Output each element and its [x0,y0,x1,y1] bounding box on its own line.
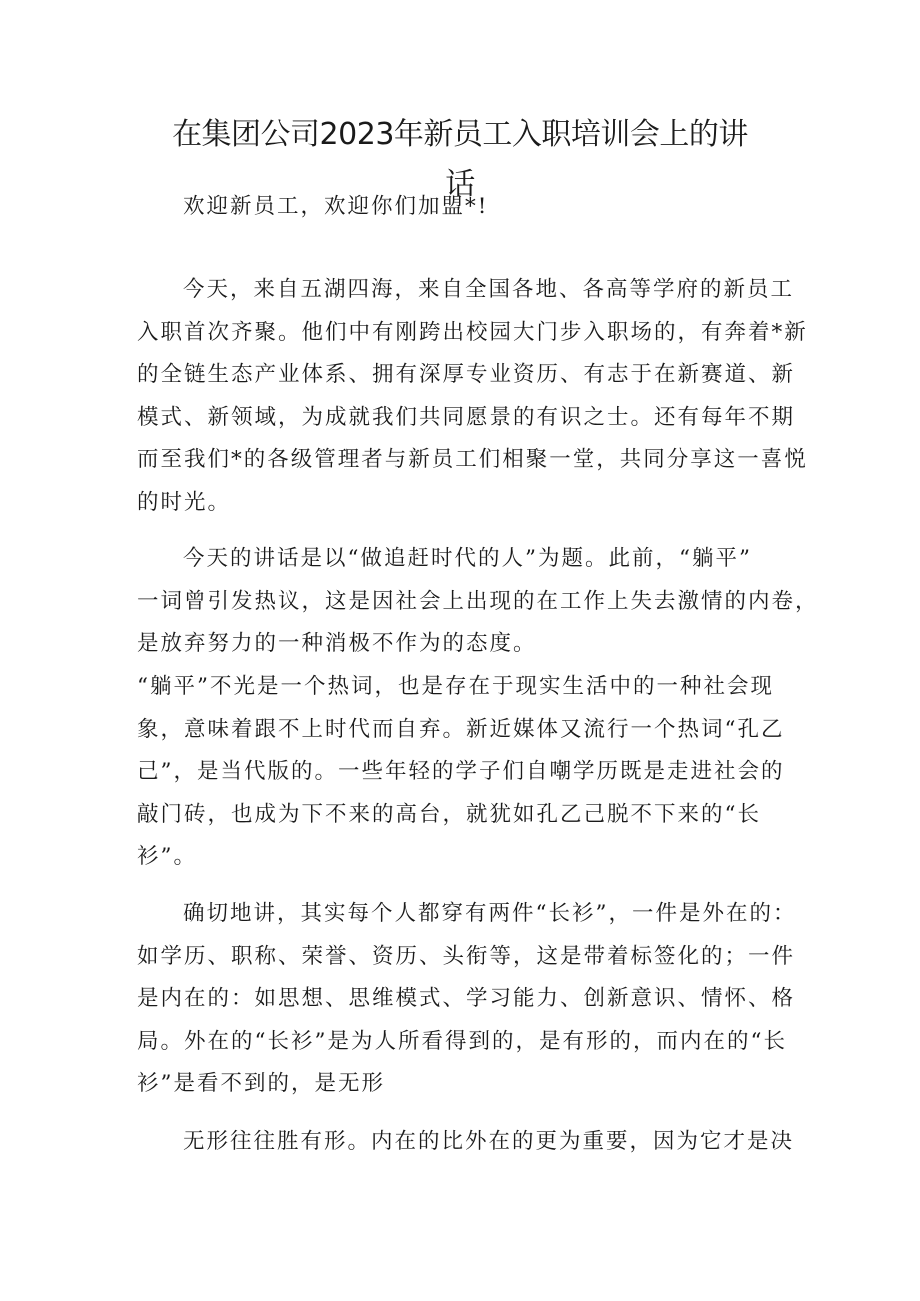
text-line: 确切地讲，其实每个人都穿有两件“长衫”，一件是外在的： [183,901,797,926]
text-line: “躺平”不光是一个热词，也是存在于现实生活中的一种社会现 [137,674,774,699]
text-line: 无形往往胜有形。内在的比外在的更为重要，因为它才是决 [183,1129,795,1154]
text-line: 模式、新领域，为成就我们共同愿景的有识之士。还有每年不期 [137,404,796,430]
title-line: 在集团公司2023年新员工入职培训会上的讲 [172,117,748,152]
text-line: 敲门砖，也成为下不来的高台，就犹如孔乙己脱不下来的“长 [137,801,761,827]
text-line: 是放弃努力的一种消极不作为的态度。 [137,631,537,657]
paragraph-topic [137,538,819,666]
paragraph-welcome [137,186,797,229]
text-line: 的全链生态产业体系、拥有深厚专业资历、有志于在新赛道、新 [137,362,796,388]
text-line: 衫”是看不到的，是无形 [137,1071,385,1097]
text-line: 衫”。 [137,844,197,870]
text-line: 而至我们*的各级管理者与新员工们相聚一堂，共同分享这一喜悦 [137,447,808,473]
text-line: 局。外在的“长衫”是为人所看得到的，是有形的，而内在的“长 [137,1028,787,1054]
text-line: 入职首次齐聚。他们中有刚跨出校园大门步入职场的，有奔着*新 [137,319,808,345]
text-line: 一词曾引发热议，这是因社会上出现的在工作上失去激情的内卷， [137,588,819,614]
text-line: 的时光。 [137,489,232,515]
paragraph-lying-flat [137,666,797,879]
text-line: 欢迎新员工，欢迎你们加盟*! [183,194,489,219]
paragraph-intangible [137,1121,797,1164]
text-line: 今天的讲话是以“做追赶时代的人”为题。此前，“躺平” [183,546,752,571]
title-line: 话 [445,167,475,202]
text-line: 己”，是当代版的。一些年轻的学子们自嘲学历既是走进社会的 [137,759,785,785]
paragraph-two-gowns [137,893,797,1106]
text-line: 如学历、职称、荣誉、资历、头衔等，这是带着标签化的；一件 [137,943,796,969]
paragraph-intro [137,269,808,525]
text-line: 象，意味着跟不上时代而自弃。新近媒体又流行一个热词“孔乙 [137,716,785,742]
text-line: 是内在的：如思想、思维模式、学习能力、创新意识、情怀、格 [137,986,796,1012]
text-line: 今天，来自五湖四海，来自全国各地、各高等学府的新员工 [183,277,795,302]
